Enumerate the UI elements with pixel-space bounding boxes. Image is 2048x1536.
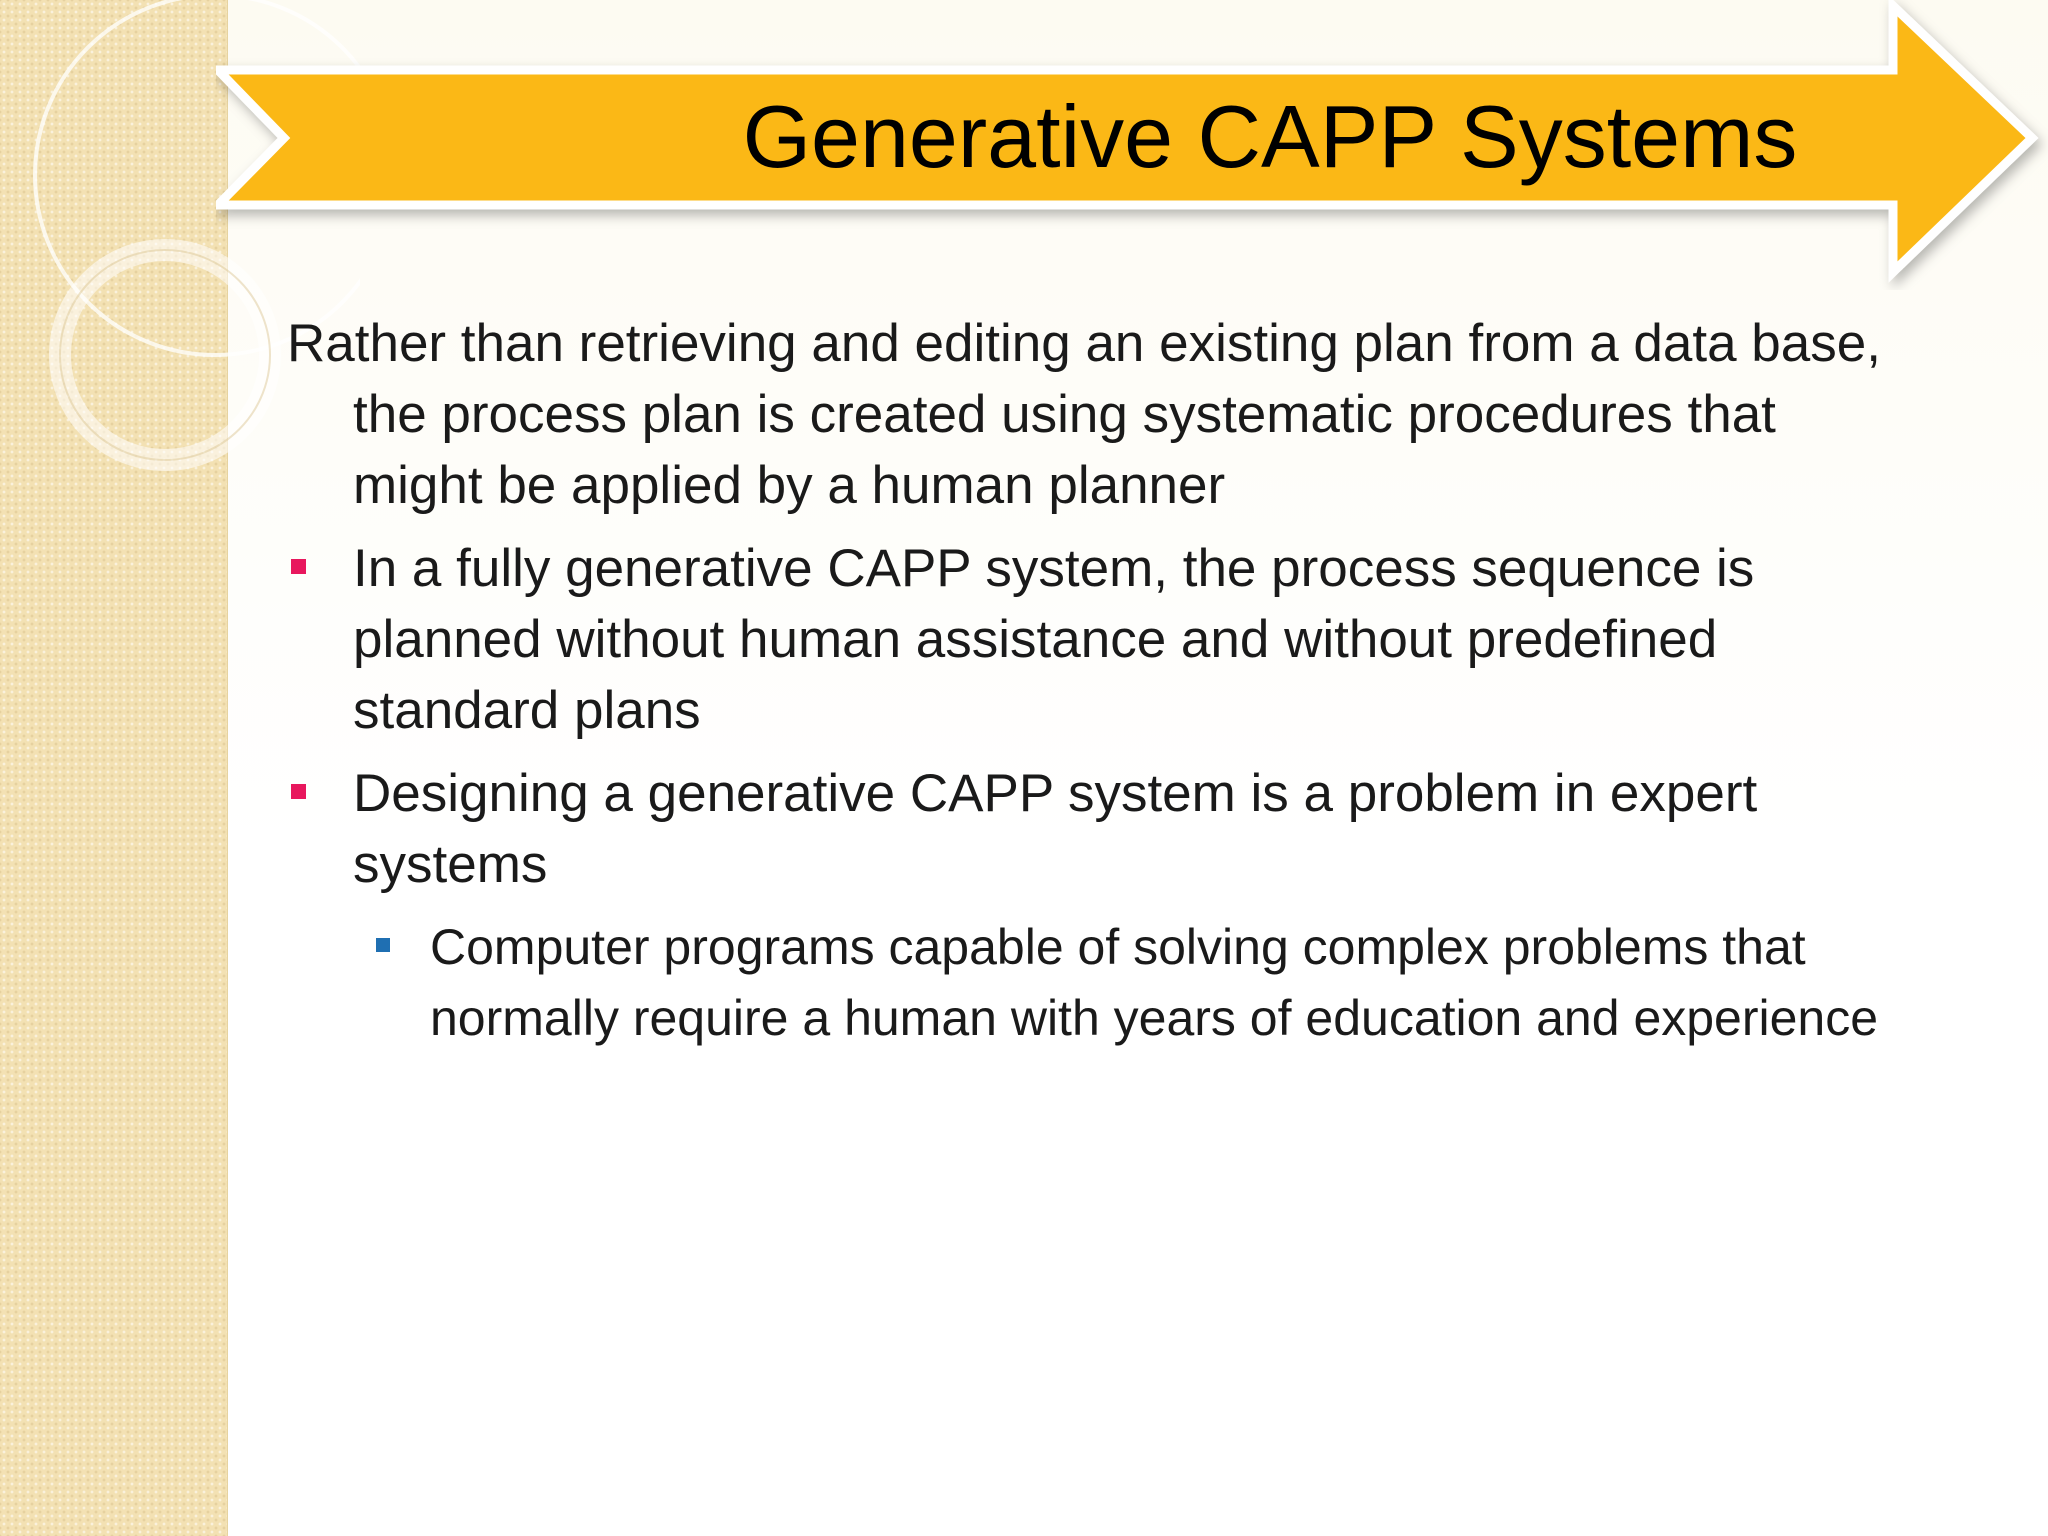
bullet-item-fully-generative [287,533,1887,746]
bullet-text: In a fully generative CAPP system, the process sequence is planned without human assistance and without predefined standard plans [353,539,1755,740]
square-bullet-icon [291,559,306,574]
slide-body [287,308,1887,1054]
intro-paragraph: Rather than retrieving and editing an existing plan from a data base, the process plan is created using systematic procedures that might be applied by a human planner [287,314,1881,515]
bullet-text: Designing a generative CAPP system is a problem in expert systems [353,764,1758,894]
side-panel-texture [0,0,228,1536]
square-bullet-icon [291,784,306,799]
sub-bullet-item-computer-programs [364,912,1887,1054]
sub-bullet-text: Computer programs capable of solving complex problems that normally require a human with years of education and experience [430,919,1879,1046]
bullet-item-expert-systems [287,758,1887,900]
square-sub-bullet-icon [376,938,390,952]
slide-title: Generative CAPP Systems [742,87,1798,186]
